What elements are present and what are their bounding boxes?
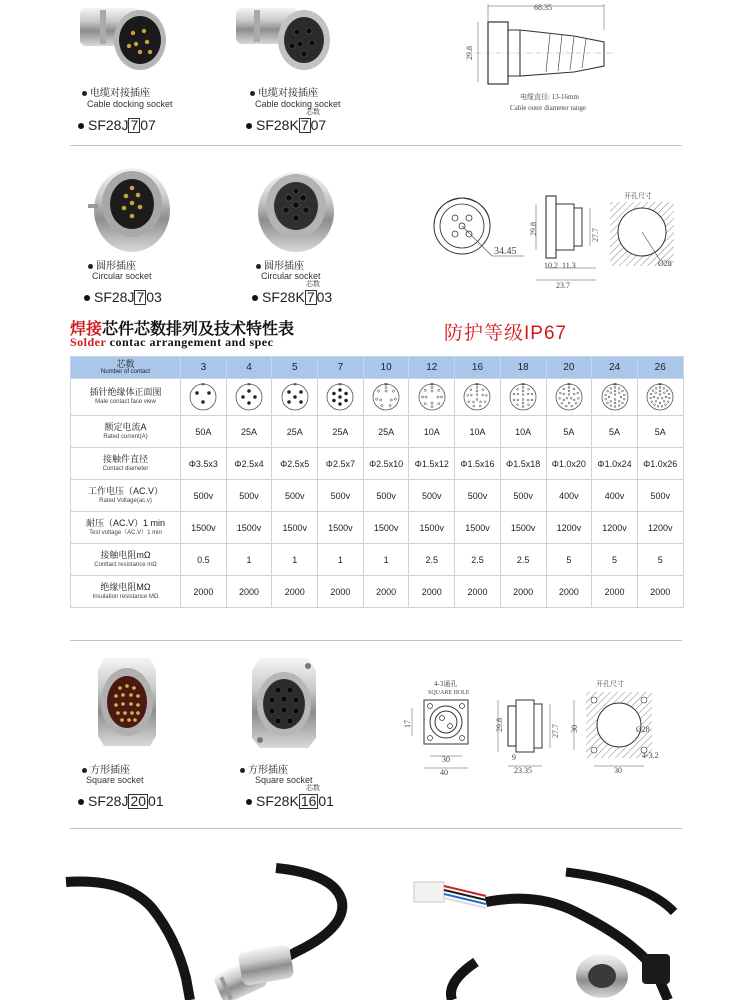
circular-socket-dimension-drawing: [420, 182, 680, 292]
spec-cell: Φ1.0x26: [637, 448, 683, 480]
product-name-en: Cable docking socket: [87, 99, 173, 109]
spec-cell: 500v: [226, 480, 272, 512]
spec-row-label: [71, 448, 181, 480]
spec-cell: 2.5: [455, 544, 501, 576]
spec-row-label: [71, 576, 181, 608]
spec-cell: 2.5: [500, 544, 546, 576]
contacts-header-cell: 24: [592, 357, 638, 379]
spec-row-label-en: Conttact resistance mΩ: [94, 561, 157, 568]
cable-range-cn: 电缆直径: 13-16mm: [520, 93, 579, 101]
pin-layout-icon: [325, 382, 355, 412]
spec-cell: 1200v: [592, 512, 638, 544]
spec-cell: 5: [546, 544, 592, 576]
contact-count-label: 芯数: [306, 281, 320, 288]
spec-cell: 25A: [363, 416, 409, 448]
section-divider: [70, 145, 682, 146]
contact-face-diagram: [181, 379, 227, 416]
contact-face-diagram: [592, 379, 638, 416]
contacts-header: 芯数 Number of contact: [71, 357, 181, 379]
spec-cell: 2000: [546, 576, 592, 608]
spec-cell: Φ3.5x3: [181, 448, 227, 480]
product-name-cn: 圆形插座: [256, 261, 304, 272]
model-number: SF28K 7 03: [252, 289, 332, 305]
spec-cell: 1200v: [546, 512, 592, 544]
dim-height: 29.8: [529, 222, 538, 236]
product-name-en: Square socket: [255, 775, 313, 785]
spec-cell: 1500v: [500, 512, 546, 544]
dim-c1: 9: [512, 753, 516, 762]
spec-cell: 2000: [637, 576, 683, 608]
dim-h1: 17: [403, 720, 412, 728]
pin-layout-icon: [462, 382, 492, 412]
spec-cell: 1: [363, 544, 409, 576]
spec-row-label-cn: 接触电阻mΩ: [100, 549, 151, 560]
square-socket-male-photo: [94, 650, 160, 752]
contacts-header-cell: 7: [318, 357, 364, 379]
square-socket-female-photo: [248, 654, 320, 750]
product-name-cn: 电缆对接插座: [250, 88, 318, 99]
spec-row: [71, 576, 684, 608]
product-name-cn: 电缆对接插座: [82, 88, 150, 99]
pin-layout-icon: [371, 382, 401, 412]
section-divider: [70, 640, 682, 641]
dim-height: 29.8: [465, 46, 474, 60]
model-number: SF28K 7 07: [246, 117, 326, 133]
spec-row-label: [71, 416, 181, 448]
protection-grade-title: 防护等级IP67: [444, 323, 568, 344]
dim-side: 30: [570, 725, 579, 733]
spec-cell: 1200v: [637, 512, 683, 544]
contact-face-diagram: [272, 379, 318, 416]
spec-cell: 2000: [409, 576, 455, 608]
spec-row-label-cn: 接触件直径: [102, 453, 148, 464]
cutout-label: 开孔尺寸: [624, 192, 652, 200]
contact-face-diagram: [226, 379, 272, 416]
dim-h2: 29.8: [495, 718, 504, 732]
contacts-header-cell: 12: [409, 357, 455, 379]
spec-row-label-en: Rated Voltage(ac.v): [99, 497, 152, 504]
contact-face-diagram: [409, 379, 455, 416]
spec-row: [71, 512, 684, 544]
spec-cell: 0.5: [181, 544, 227, 576]
spec-cell: 1: [226, 544, 272, 576]
spec-cell: Φ1.5x12: [409, 448, 455, 480]
spec-cell: Φ1.0x24: [592, 448, 638, 480]
pin-layout-icon: [554, 382, 584, 412]
spec-cell: 2000: [363, 576, 409, 608]
spec-row: [71, 416, 684, 448]
contact-face-diagram: [318, 379, 364, 416]
pin-layout-icon: [645, 382, 675, 412]
spec-row-label-en: Rated current(A): [103, 433, 148, 440]
circular-socket-female-photo: [252, 162, 342, 258]
cable-range-en: Cable outer diameter range: [510, 104, 586, 112]
contact-face-diagram: [500, 379, 546, 416]
contacts-header-cell: 4: [226, 357, 272, 379]
spec-cell: 1500v: [455, 512, 501, 544]
contacts-header-cell: 18: [500, 357, 546, 379]
dim-a: 10.2: [544, 261, 558, 270]
spec-row: [71, 480, 684, 512]
contact-face-diagram: [546, 379, 592, 416]
spec-table: [70, 356, 684, 608]
spec-cell: 2000: [592, 576, 638, 608]
pin-layout-icon: [600, 382, 630, 412]
spec-row-label: [71, 544, 181, 576]
contact-count-label: 芯数: [306, 785, 320, 792]
spec-cell: 10A: [409, 416, 455, 448]
spec-cell: 25A: [226, 416, 272, 448]
pin-layout-icon: [280, 382, 310, 412]
spec-cell: Φ2.5x10: [363, 448, 409, 480]
product-name-cn: 圆形插座: [88, 261, 136, 272]
cable-assembly-photo-left: [66, 868, 356, 1000]
spec-cell: 1500v: [409, 512, 455, 544]
spec-cell: 2000: [500, 576, 546, 608]
spec-cell: 25A: [318, 416, 364, 448]
spec-cell: 500v: [272, 480, 318, 512]
spec-row-label-en: Male contact face view: [95, 399, 156, 405]
spec-row-label-en: Contact diameter: [102, 465, 149, 472]
model-number: SF28J 20 01: [78, 793, 164, 809]
contact-face-diagram: [363, 379, 409, 416]
cable-socket-dimension-drawing: [466, 0, 616, 118]
cable-docking-socket-female-photo: [232, 0, 352, 88]
spec-cell: 1500v: [363, 512, 409, 544]
spec-cell: 1: [272, 544, 318, 576]
spec-cell: 5A: [592, 416, 638, 448]
spec-row-label: [71, 480, 181, 512]
spec-cell: Φ1.0x20: [546, 448, 592, 480]
contact-face-diagram: [637, 379, 683, 416]
dim-w1: 30: [442, 755, 450, 764]
section-divider: [70, 828, 682, 829]
spec-row-label: [71, 379, 181, 416]
spec-header-row: [71, 357, 684, 379]
contacts-header-cell: 20: [546, 357, 592, 379]
spec-cell: 1500v: [226, 512, 272, 544]
spec-cell: 5: [637, 544, 683, 576]
spec-cell: 2000: [181, 576, 227, 608]
spec-cell: 500v: [363, 480, 409, 512]
product-name-cn: 方形插座: [240, 765, 288, 776]
pin-layout-icon: [508, 382, 538, 412]
spec-row-label-cn: 插针绝缘体正面图: [89, 387, 162, 397]
contacts-header-cell: 16: [455, 357, 501, 379]
spec-row-label-cn: 额定电流A: [104, 421, 147, 432]
square-socket-dimension-drawing: [398, 678, 682, 778]
dim-h3: 27.7: [551, 724, 560, 738]
pin-layout-icon: [188, 382, 218, 412]
spec-cell: 1: [318, 544, 364, 576]
dim-diameter: Ø28: [636, 725, 650, 734]
circular-socket-male-photo: [88, 158, 178, 258]
spec-cell: 500v: [637, 480, 683, 512]
model-number: SF28J 7 07: [78, 117, 156, 133]
spec-row-label-en: Insulation resistance MΩ: [92, 593, 159, 600]
dim-flange: 34.45: [494, 246, 517, 257]
spec-cell: 2000: [272, 576, 318, 608]
spec-row-label-cn: 工作电压（AC.V）: [87, 485, 163, 496]
model-number: SF28K 16 01: [246, 793, 334, 809]
spec-row: [71, 379, 684, 416]
cable-assembly-photo-right: [406, 872, 682, 1000]
contacts-header-cell: 10: [363, 357, 409, 379]
spec-cell: 2.5: [409, 544, 455, 576]
spec-row-label: [71, 512, 181, 544]
spec-cell: 2000: [455, 576, 501, 608]
pin-layout-icon: [417, 382, 447, 412]
holes-label: 4-3通孔: [434, 680, 458, 688]
spec-cell: 5A: [546, 416, 592, 448]
product-name-en: Circular socket: [92, 271, 152, 281]
spec-table-subtitle: Solder contac arrangement and spec: [70, 335, 274, 349]
spec-cell: Φ2.5x7: [318, 448, 364, 480]
dim-side2: 30: [614, 766, 622, 775]
spec-row: [71, 448, 684, 480]
contact-face-diagram: [455, 379, 501, 416]
pin-layout-icon: [234, 382, 264, 412]
spec-table-title: 焊接芯件芯数排列及技术特性表: [70, 321, 295, 338]
product-name-en: Cable docking socket: [255, 99, 341, 109]
spec-cell: 5A: [637, 416, 683, 448]
product-name-cn: 方形插座: [82, 765, 130, 776]
dim-diameter: Ø28: [658, 259, 672, 268]
spec-row: [71, 544, 684, 576]
product-name-en: Square socket: [86, 775, 144, 785]
cutout-label: 开孔尺寸: [596, 680, 624, 688]
dim-length: 68.35: [534, 3, 552, 12]
spec-cell: 500v: [181, 480, 227, 512]
contacts-header-cell: 26: [637, 357, 683, 379]
spec-cell: 1500v: [272, 512, 318, 544]
contacts-header-cell: 3: [181, 357, 227, 379]
product-name-en: Circular socket: [261, 271, 321, 281]
spec-cell: Φ2.5x5: [272, 448, 318, 480]
dim-w2: 40: [440, 768, 448, 777]
spec-row-label-cn: 耐压（AC.V）1 min: [85, 517, 165, 528]
spec-cell: 500v: [409, 480, 455, 512]
cable-docking-socket-male-photo: [70, 0, 190, 88]
spec-cell: Φ1.5x16: [455, 448, 501, 480]
holes-note: SQUARE HOLE: [428, 690, 470, 696]
spec-cell: 500v: [500, 480, 546, 512]
contacts-header-cell: 5: [272, 357, 318, 379]
dim-c2: 23.35: [514, 766, 532, 775]
dim-total: 23.7: [556, 281, 570, 290]
spec-cell: Φ1.5x18: [500, 448, 546, 480]
spec-cell: 1500v: [181, 512, 227, 544]
dim-inner: 27.7: [591, 228, 600, 242]
model-number: SF28J 7 03: [84, 289, 162, 305]
spec-cell: 2000: [226, 576, 272, 608]
spec-cell: 10A: [455, 416, 501, 448]
spec-cell: 400v: [592, 480, 638, 512]
spec-cell: 50A: [181, 416, 227, 448]
spec-cell: 500v: [455, 480, 501, 512]
dim-hole: 4-3.2: [642, 751, 659, 760]
spec-cell: 400v: [546, 480, 592, 512]
spec-cell: 2000: [318, 576, 364, 608]
spec-cell: 25A: [272, 416, 318, 448]
spec-row-label-cn: 绝缘电阻MΩ: [100, 581, 151, 592]
spec-cell: 1500v: [318, 512, 364, 544]
contact-count-label: 芯数: [306, 109, 320, 116]
spec-cell: 10A: [500, 416, 546, 448]
spec-cell: 500v: [318, 480, 364, 512]
spec-cell: Φ2.5x4: [226, 448, 272, 480]
spec-row-label-en: Test voltage（AC.V）1 min: [89, 529, 162, 536]
spec-cell: 5: [592, 544, 638, 576]
dim-b: 11.3: [562, 261, 576, 270]
